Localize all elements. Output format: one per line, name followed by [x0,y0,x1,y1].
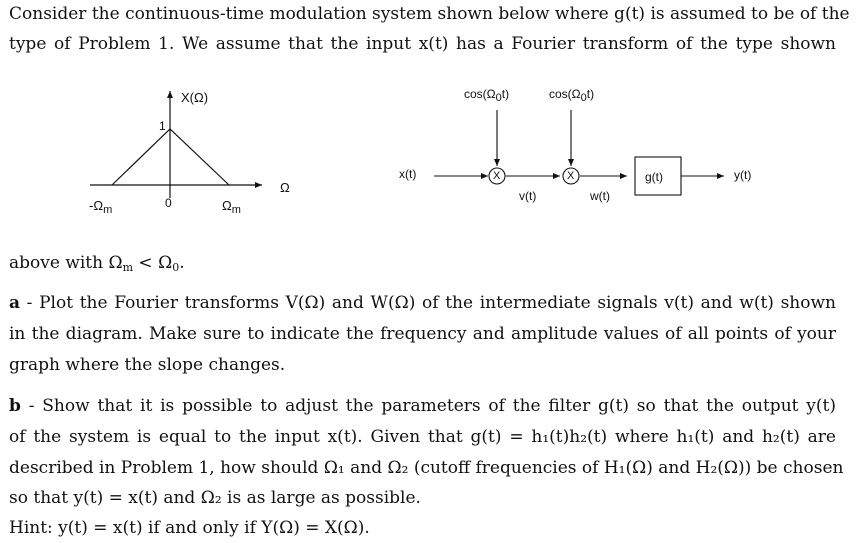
part-b-line-2: of the system is equal to the input x(t). Given that g(t) = h₁(t)h₂(t) where h₁(t) and h₂(t) are [9,427,836,447]
condition-line: above with $\Omega_m < \Omega_0$. [9,253,185,274]
part-a-line-3: graph where the slope changes. [9,355,286,375]
tick-neg-omega-m: $-\Omega_m$ [89,198,113,216]
part-b-line-3: described in Problem 1, how should Ω₁ and Ω₂ (cutoff frequencies of H₁(Ω) and H₂(Ω)) be chosen [9,458,844,478]
part-a-line-2: in the diagram. Make sure to indicate the frequency and amplitude values of all points of your [9,324,836,344]
spectrum-plot [90,91,262,198]
part-b-line-4: so that y(t) = x(t) and Ω₂ is as large as possible. [9,488,421,508]
spectrum-x-label: Ω [280,180,290,195]
carrier2-label: $\cos(\Omega_0t)$ [549,87,595,104]
block-diagram [434,110,724,195]
filter-label: g(t) [645,170,663,184]
part-b-line-1: b - Show that it is possible to adjust the parameters of the filter g(t) so that the output y(t) [9,396,836,416]
part-a-marker: a [9,293,21,313]
spectrum-peak-label: 1 [159,119,166,133]
part-b-marker: b [9,396,21,416]
w-label: w(t) [590,189,610,203]
part-b-hint: Hint: y(t) = x(t) if and only if Y(Ω) = X(Ω). [9,518,370,538]
multiplier-1-symbol: X [493,170,501,182]
multiplier-2-symbol: X [567,170,575,182]
output-label: y(t) [734,168,752,182]
intro-line-1: Consider the continuous-time modulation system shown below where g(t) is assumed to be of the [9,4,850,24]
input-label: x(t) [399,167,417,181]
intro-line-2: type of Problem 1. We assume that the input x(t) has a Fourier transform of the type shown [9,34,836,54]
v-label: v(t) [519,189,537,203]
carrier1-label: $\cos(\Omega_0t)$ [464,87,510,104]
tick-zero: 0 [165,196,172,210]
tick-pos-omega-m: $\Omega_m$ [222,198,241,216]
part-a-line-1: a - Plot the Fourier transforms V(Ω) and W(Ω) of the intermediate signals v(t) and w(t) shown [9,293,836,313]
spectrum-y-label: X(Ω) [181,90,209,105]
